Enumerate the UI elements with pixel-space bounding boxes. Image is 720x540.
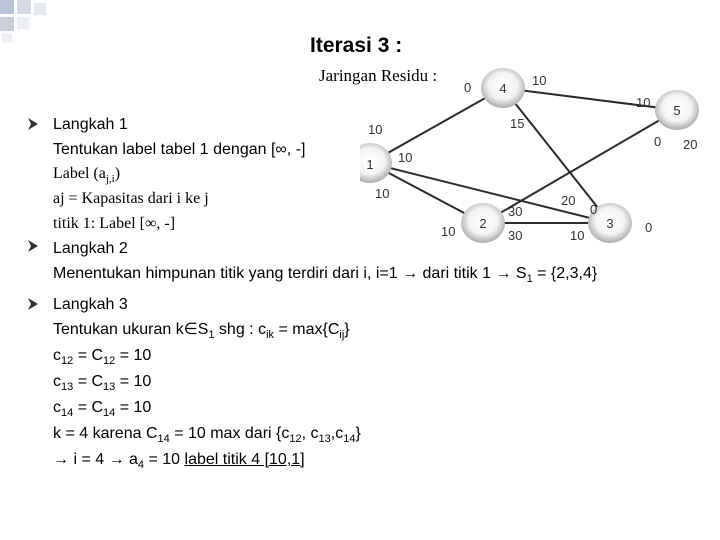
- edge-label: 0: [590, 202, 598, 217]
- edge-label: 20: [561, 193, 576, 208]
- svg-text:5: 5: [673, 103, 681, 118]
- svg-text:4: 4: [499, 81, 507, 96]
- arrow-bullet-icon: [27, 297, 39, 311]
- step-2-instruction: Menentukan himpunan titik yang terdiri dari i, i=1 → dari titik $1 \to S_1 = \{2,3,4\}$: [53, 265, 598, 286]
- label-definition: Label $(a_{j,i})$: [53, 165, 121, 186]
- node-1-label: titik 1: Label [∞, -]: [53, 215, 176, 232]
- edge-label: 10: [368, 122, 383, 137]
- step-1-instruction: Tentukan label tabel 1 dengan [∞, -]: [53, 141, 306, 158]
- graph-node-2: [461, 203, 505, 243]
- step-3-heading: Langkah 3: [53, 296, 128, 313]
- svg-text:3: 3: [606, 216, 614, 231]
- edge-label: 0: [645, 220, 653, 235]
- edge-label: 20: [683, 137, 698, 152]
- graph-node-4: [481, 68, 525, 108]
- result-line: → $i = 4 \to a_4 = 10$ label titik 4 [10,1]: [53, 451, 305, 472]
- svg-text:1: 1: [366, 157, 374, 172]
- edge-label: 30: [508, 204, 523, 219]
- capacity-definition: aj = Kapasitas dari i ke j: [53, 190, 209, 207]
- svg-text:2: 2: [479, 216, 487, 231]
- residual-network-graph: [360, 68, 705, 248]
- graph-node-1: [360, 143, 392, 183]
- edge-label: 10: [441, 224, 456, 239]
- graph-node-5: [655, 90, 699, 130]
- edge-label: 10: [375, 186, 390, 201]
- equation-c13: $c_{13} = C_{13} = 10$: [53, 373, 152, 394]
- corner-decoration: [0, 0, 60, 45]
- edge-label: 10: [636, 95, 651, 110]
- edge-label: 10: [532, 73, 547, 88]
- arrow-bullet-icon: [27, 117, 39, 131]
- edge-label: 0: [654, 134, 662, 149]
- edge-label: 15: [510, 116, 525, 131]
- k-selection: k = 4 karena $C_{14} = 10$ max dari {$c_{12}$, $c_{13},c_{14}$}: [53, 425, 361, 446]
- page-title: Iterasi 3 :: [310, 34, 403, 57]
- step-1-heading: Langkah 1: [53, 116, 128, 133]
- arrow-bullet-icon: [27, 239, 39, 253]
- page-subtitle: Jaringan Residu :: [319, 66, 438, 85]
- edge-label: 0: [464, 80, 472, 95]
- edge-label: 30: [508, 228, 523, 243]
- edge-label: 10: [398, 150, 413, 165]
- edge-label: 10: [570, 228, 585, 243]
- step-3-instruction: Tentukan ukuran $k\in S_1$ shg : $c_{ik} = \max\{C_{ij}\}$: [53, 321, 350, 342]
- equation-c14: $c_{14} = C_{14} = 10$: [53, 399, 152, 420]
- step-2-heading: Langkah 2: [53, 240, 128, 257]
- equation-c12: $c_{12} = C_{12} = 10$: [53, 347, 152, 368]
